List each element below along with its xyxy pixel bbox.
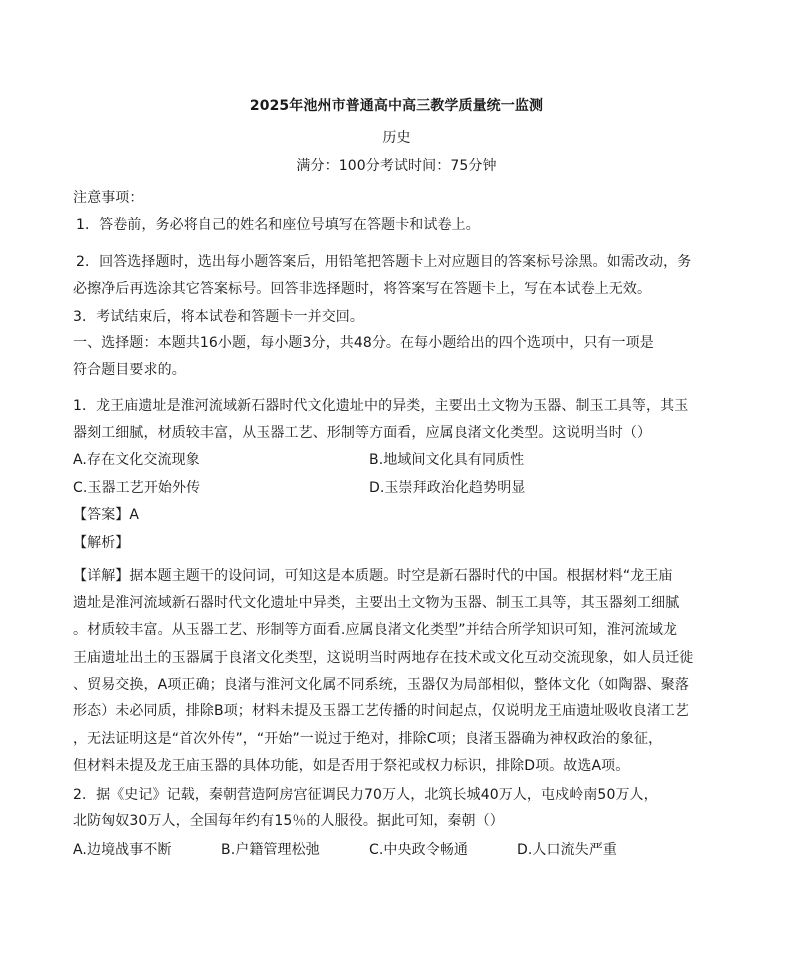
q1-detail-line-3: 。材质较丰富。从玉器工艺、形制等方面看.应属良渚文化类型”并结合所学知识可知，淮河流域龙 <box>73 622 678 638</box>
q1-detail-line-4: 王庙遗址出土的玉器属于良渚文化类型，这说明当时两地存在技术或文化互动交流现象，如人员迁徙 <box>73 650 694 666</box>
q1-detail-line-1: 【详解】据本题主题干的设问词，可知这是本质题。时空是新石器时代的中国。根据材料“龙王庙 <box>73 568 673 584</box>
q2-option-a: A.边境战事不断 <box>73 842 172 858</box>
q2-option-b: B.户籍管理松弛 <box>221 842 320 858</box>
q1-option-c: C.玉器工艺开始外传 <box>73 480 201 496</box>
notes-heading: 注意事项： <box>73 190 144 206</box>
q1-detail-line-6: 形态）未必同质，排除B项；材料未提及玉器工艺传播的时间起点，仅说明龙王庙遗址吸收良渚工艺 <box>73 703 690 719</box>
q1-option-d: D.玉崇拜政治化趋势明显 <box>369 480 526 496</box>
q1-detail-line-8: 但材料未提及龙王庙玉器的具体功能，如是否用于祭祀或权力标识，排除D项。故选A项。 <box>73 758 630 774</box>
note-3: 3．考试结束后，将本试卷和答题卡一并交回。 <box>73 309 365 325</box>
q1-detail-line-2: 遗址是淮河流域新石器时代文化遗址中异类，主要出土文物为玉器、制玉工具等，其玉器刻工细腻 <box>73 595 680 611</box>
exam-score-time: 满分：100分考试时间：75分钟 <box>296 158 497 174</box>
q1-detail-line-5: 、贸易交换，A项正确；良渚与淮河文化属不同系统，玉器仅为局部相似，整体文化（如陶器、聚落 <box>73 677 689 693</box>
section-heading-line-2: 符合题目要求的。 <box>73 362 186 378</box>
q1-stem-line-2: 器刻工细腻，材质较丰富，从玉器工艺、形制等方面看，应属良渚文化类型。这说明当时（） <box>73 425 652 441</box>
q2-option-c: C.中央政令畅通 <box>369 842 469 858</box>
q1-stem-line-1: 1．龙王庙遗址是淮河流域新石器时代文化遗址中的异类，主要出土文物为玉器、制玉工具等，其玉 <box>73 398 689 414</box>
q1-analysis-label: 【解析】 <box>73 535 130 551</box>
q1-answer: 【答案】A <box>73 507 140 523</box>
note-2-line-1: 2．回答选择题时，选出每小题答案后，用铅笔把答题卡上对应题目的答案标号涂黑。如需改动，务 <box>76 254 692 270</box>
exam-subject: 历史 <box>382 130 411 146</box>
note-2-line-2: 必擦净后再选涂其它答案标号。回答非选择题时，将答案写在答题卡上，写在本试卷上无效。 <box>73 281 652 297</box>
q2-option-d: D.人口流失严重 <box>517 842 618 858</box>
q2-stem-line-1: 2．据《史记》记载，秦朝营造阿房宫征调民力70万人，北筑长城40万人，屯戍岭南50万人， <box>73 787 658 803</box>
q2-stem-line-2: 北防匈奴30万人，全国每年约有15％的人服役。据此可知，秦朝（） <box>73 813 504 829</box>
q1-detail-line-7: ，无法证明这是“首次外传”，“开始”一说过于绝对，排除C项；良渚玉器确为神权政治的象征， <box>73 731 663 747</box>
q1-option-a: A.存在文化交流现象 <box>73 452 200 468</box>
note-1: 1．答卷前，务必将自己的姓名和座位号填写在答题卡和试卷上。 <box>76 217 480 233</box>
section-heading-line-1: 一、选择题：本题共16小题，每小题3分，共48分。在每小题给出的四个选项中，只有一项是 <box>73 335 654 351</box>
exam-title: 2025年池州市普通高中高三教学质量统一监测 <box>249 98 544 114</box>
q1-option-b: B.地域间文化具有同质性 <box>369 452 525 468</box>
